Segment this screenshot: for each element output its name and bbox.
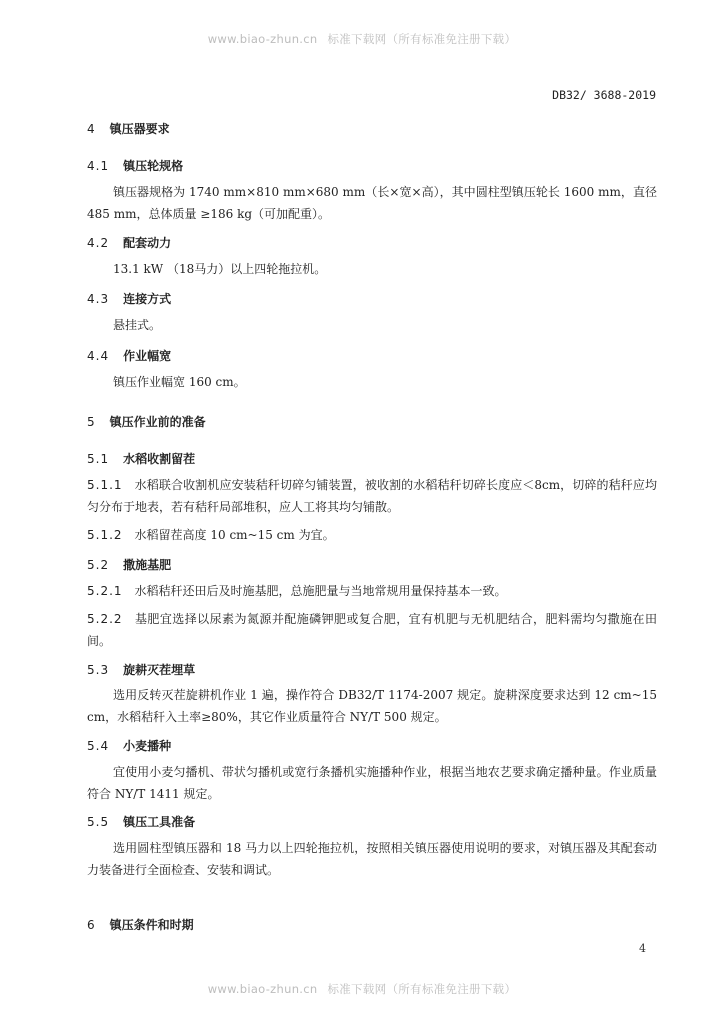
clause-number: 5.2.2	[87, 612, 123, 626]
subsection-title: 水稻收割留茬	[123, 452, 196, 466]
clause-number: 5.1.2	[87, 528, 123, 542]
clause-paragraph	[87, 524, 657, 546]
subsection-title: 小麦播种	[123, 739, 172, 753]
subsection-number: 5.1	[87, 452, 110, 466]
section-heading	[87, 120, 724, 137]
subsection-heading	[87, 157, 724, 174]
subsection-heading	[87, 450, 724, 467]
subsection-number: 4.2	[87, 236, 110, 250]
subsection-title: 镇压轮规格	[123, 159, 184, 173]
clause-number: 5.2.1	[87, 584, 123, 598]
paragraph: 镇压器规格为 1740 mm×810 mm×680 mm（长×宽×高），其中圆柱型镇压轮长 1600 mm，直径 485 mm，总体质量 ≥186 kg（可加配重）。	[87, 185, 657, 221]
standard-number: DB32/ 3688-2019	[552, 88, 656, 102]
subsection-heading	[87, 813, 724, 830]
subsection-heading	[87, 661, 724, 678]
subsection-title: 配套动力	[123, 236, 172, 250]
watermark-top	[0, 31, 724, 47]
paragraph: 选用圆柱型镇压器和 18 马力以上四轮拖拉机，按照相关镇压器使用说明的要求，对镇压器及其配套动力装备进行全面检查、安装和调试。	[87, 841, 657, 877]
section-heading	[87, 413, 724, 430]
clause-paragraph	[87, 580, 657, 602]
subsection-number: 4.1	[87, 159, 110, 173]
paragraph: 镇压作业幅宽 160 cm。	[113, 375, 246, 389]
clause-text: 水稻留茬高度 10 cm~15 cm 为宜。	[134, 528, 335, 542]
subsection-title: 旋耕灭茬埋草	[123, 663, 196, 677]
section-heading	[87, 916, 724, 933]
page-number: 4	[639, 942, 646, 955]
subsection-heading	[87, 737, 724, 754]
watermark-bottom	[0, 981, 724, 997]
clause-number: 5.1.1	[87, 478, 123, 492]
paragraph: 悬挂式。	[113, 318, 162, 332]
section-title: 镇压作业前的准备	[109, 415, 206, 429]
subsection-heading	[87, 556, 724, 573]
paragraph: 宜使用小麦匀播机、带状匀播机或宽行条播机实施播种作业，根据当地农艺要求确定播种量。作业质量符合 NY/T 1411 规定。	[87, 765, 657, 801]
subsection-number: 5.3	[87, 663, 110, 677]
subsection-heading	[87, 347, 724, 364]
clause-text: 水稻联合收割机应安装秸秆切碎匀铺装置，被收割的水稻秸秆切碎长度应＜8cm，切碎的秸秆应均匀分布于地表，若有秸秆局部堆积，应人工将其均匀铺散。	[87, 478, 657, 514]
subsection-number: 5.5	[87, 815, 110, 829]
subsection-heading	[87, 290, 724, 307]
subsection-number: 5.4	[87, 739, 110, 753]
subsection-heading	[87, 234, 724, 251]
subsection-number: 4.3	[87, 292, 110, 306]
section-number: 4	[87, 122, 96, 136]
section-number: 5	[87, 415, 96, 429]
clause-text: 水稻秸秆还田后及时施基肥，总施肥量与当地常规用量保持基本一致。	[134, 584, 507, 598]
subsection-number: 5.2	[87, 558, 110, 572]
subsection-title: 连接方式	[123, 292, 172, 306]
section-title: 镇压器要求	[109, 122, 170, 136]
watermark-text: 标准下载网（所有标准免注册下载）	[327, 982, 517, 996]
clause-paragraph	[87, 608, 657, 652]
subsection-title: 撒施基肥	[123, 558, 172, 572]
watermark-url: www.biao-zhun.cn	[207, 32, 318, 46]
section-title: 镇压条件和时期	[109, 918, 194, 932]
subsection-title: 作业幅宽	[123, 349, 172, 363]
clause-text: 基肥宜选择以尿素为氮源并配施磷钾肥或复合肥，宜有机肥与无机肥结合，肥料需均匀撒施在田间。	[87, 612, 657, 648]
clause-paragraph	[87, 474, 657, 518]
watermark-url: www.biao-zhun.cn	[207, 982, 318, 996]
subsection-number: 4.4	[87, 349, 110, 363]
watermark-text: 标准下载网（所有标准免注册下载）	[327, 32, 517, 46]
paragraph: 13.1 kW （18马力）以上四轮拖拉机。	[113, 262, 327, 276]
section-number: 6	[87, 918, 96, 932]
paragraph: 选用反转灭茬旋耕机作业 1 遍，操作符合 DB32/T 1174-2007 规定。旋耕深度要求达到 12 cm~15 cm，水稻秸秆入土率≥80%，其它作业质量符合 NY/T 500 规定。	[87, 688, 657, 724]
subsection-title: 镇压工具准备	[123, 815, 196, 829]
